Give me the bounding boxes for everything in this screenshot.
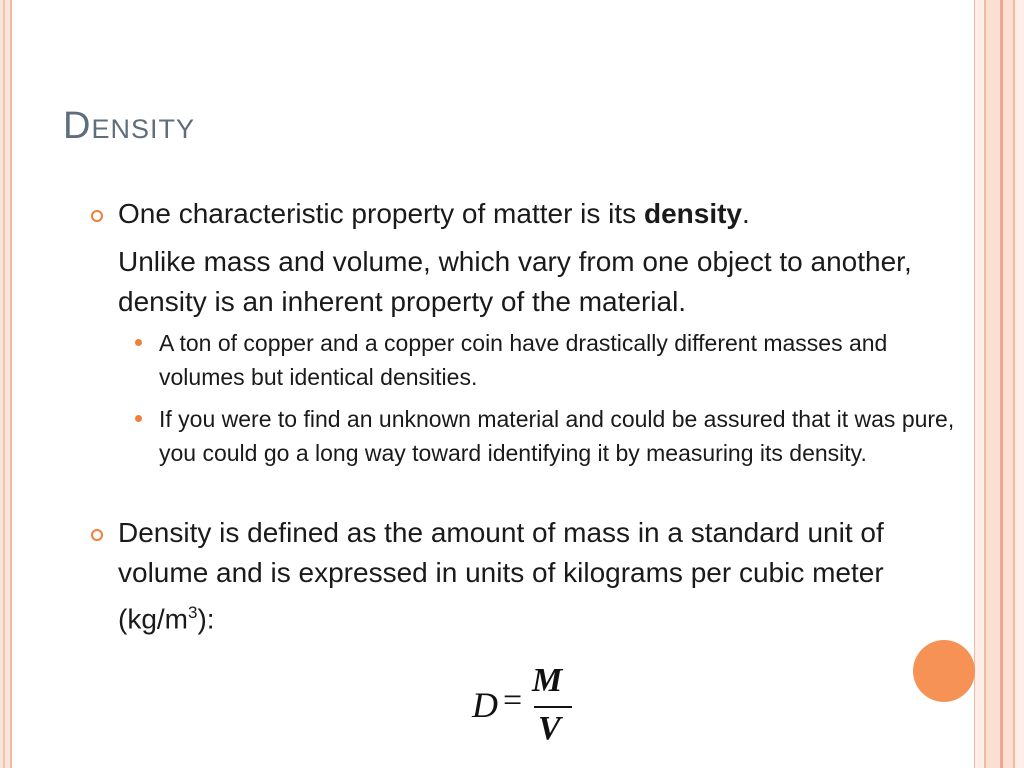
slide-title: Density [63,105,195,147]
sub-bullet-1-text: A ton of copper and a copper coin have drastically different masses and volumes but identical densities. [159,330,888,390]
bullet-1-continuation: Unlike mass and volume, which vary from one object to another, density is an inherent property of the material. [118,246,912,317]
formula-equals: = [503,682,523,719]
ring-bullet-icon [91,529,103,541]
bullet-2-text: Density is defined as the amount of mass in a standard unit of volume and is expressed in units of kilograms per cubic meter $(kg/m^3)$: [118,517,884,635]
fraction-bar [534,706,572,708]
dot-bullet-icon [135,415,142,422]
density-term: density [643,198,742,229]
left-border-decoration [0,0,12,768]
sub-bullet-2-text: If you were to find an unknown material and could be assured that it was pure, you could go a long way toward identifying it by measuring its density. [159,406,955,466]
formula-lhs: D [472,685,498,725]
density-formula [466,660,586,760]
ring-bullet-icon [91,210,103,222]
formula-denominator: V [538,710,561,747]
decorative-circle [913,640,975,702]
dot-bullet-icon [135,339,142,346]
superscript-3: 3 [188,603,198,622]
formula-numerator: M [532,662,563,699]
right-border-decoration [974,0,1024,768]
bullet-1-text: One characteristic property of matter is its density. [118,198,750,229]
